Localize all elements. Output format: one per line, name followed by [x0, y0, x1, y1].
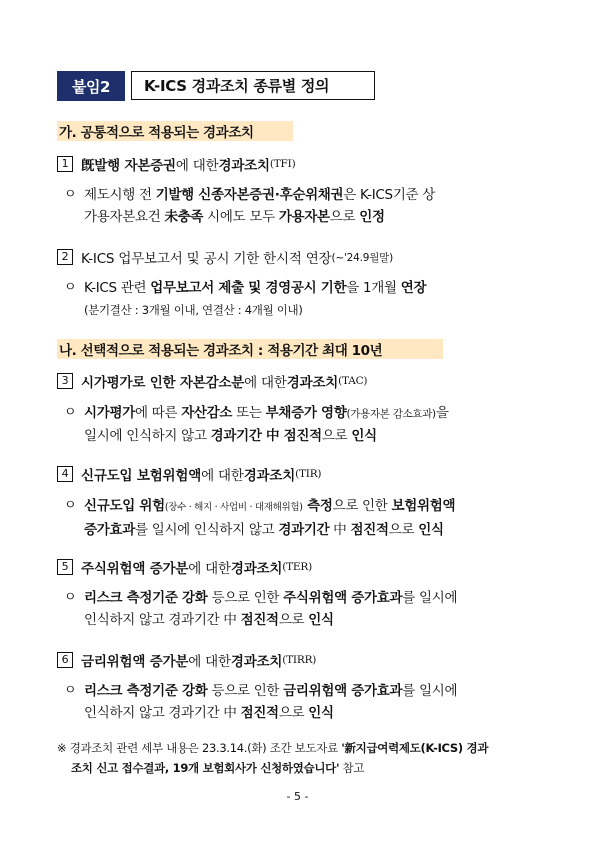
document-header	[57, 71, 375, 101]
item-number-box: 6	[57, 652, 73, 668]
item-4-bullet: ㅇ 신규도입 위험(장수 · 해지 · 사업비 · 대재해위험) 측정으로 인한 보험위험액 증가효과를 일시에 인식하지 않고 경과기간 中 점진적으로 인식	[62, 495, 540, 541]
bullet-mark: ㅇ	[64, 683, 77, 698]
item-number-box: 3	[57, 373, 73, 389]
section-b-heading: 나. 선택적으로 적용되는 경과조치 : 적용기간 최대 10년	[57, 339, 443, 359]
document-title: K-ICS 경과조치 종류별 정의	[131, 71, 375, 100]
bullet-mark: ㅇ	[64, 405, 77, 420]
reference-note: ※ 경과조치 관련 세부 내용은 23.3.14.(화) 조간 보도자료 '新지급여력제도(K-ICS) 경과 조치 신고 접수결과, 19개 보험회사가 신청하였습니다' 참고	[57, 741, 489, 775]
section-a-heading: 가. 공통적으로 적용되는 경과조치	[57, 121, 293, 141]
item-6-bullet: ㅇ 리스크 측정기준 강화 등으로 인한 금리위험액 증가효과를 일시에 인식하지 않고 경과기간 中 점진적으로 인식	[62, 680, 540, 724]
item-1-bullet: ㅇ 제도시행 전 기발행 신종자본증권·후순위채권은 K-ICS기준 상 가용자본요건 未충족 시에도 모두 가용자본으로 인정	[62, 184, 540, 228]
item-number-box: 2	[57, 249, 73, 265]
bullet-mark: ㅇ	[64, 187, 77, 202]
item-number-box: 5	[57, 559, 73, 575]
item-number-box: 4	[57, 466, 73, 482]
attachment-tag: 붙임2	[57, 71, 125, 101]
item-2-heading: 2 K-ICS 업무보고서 및 공시 기한 한시적 연장 (~'24.9월말)	[57, 247, 393, 267]
item-number-box: 1	[57, 156, 73, 172]
item-2-bullet: ㅇ K-ICS 관련 업무보고서 제출 및 경영공시 기한을 1개월 연장 (분기결산 : 3개월 이내, 연결산 : 4개월 이내)	[62, 277, 540, 321]
item-3-heading: 3 시가평가로 인한 자본감소분 에 대한 경과조치 (TAC)	[57, 371, 367, 391]
item-5-bullet: ㅇ 리스크 측정기준 강화 등으로 인한 주식위험액 증가효과를 일시에 인식하지 않고 경과기간 中 점진적으로 인식	[62, 587, 540, 631]
bullet-mark: ㅇ	[64, 280, 77, 295]
item-6-heading: 6 금리위험액 증가분 에 대한 경과조치 (TIRR)	[57, 650, 316, 670]
item-3-bullet: ㅇ 시가평가에 따른 자산감소 또는 부채증가 영향(가용자본 감소효과)을 일시에 인식하지 않고 경과기간 中 점진적으로 인식	[62, 402, 540, 447]
item-4-heading: 4 신규도입 보험위험액 에 대한 경과조치 (TIR)	[57, 464, 321, 484]
item-1-heading: 1 旣발행 자본증권 에 대한 경과조치 (TFI)	[57, 154, 296, 174]
page-number: - 5 -	[286, 790, 309, 803]
bullet-mark: ㅇ	[64, 590, 77, 605]
bullet-mark: ㅇ	[64, 498, 77, 513]
item-5-heading: 5 주식위험액 증가분 에 대한 경과조치 (TER)	[57, 557, 312, 577]
